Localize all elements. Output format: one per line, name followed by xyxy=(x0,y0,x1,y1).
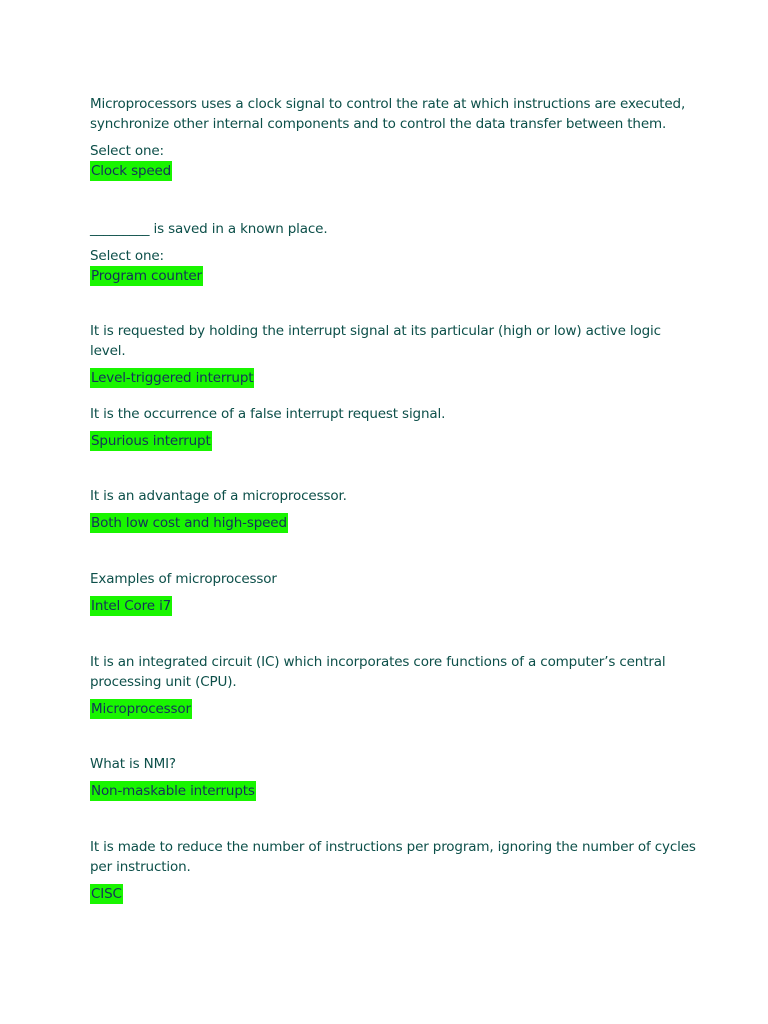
select-one-label: Select one: xyxy=(90,143,164,159)
highlighted-answer: Level-triggered interrupt xyxy=(91,370,254,386)
highlighted-answer: CISC xyxy=(91,886,122,902)
question-text: What is NMI? xyxy=(90,756,176,772)
highlighted-answer: Intel Core i7 xyxy=(91,598,172,614)
highlighted-answer: Microprocessor xyxy=(91,701,191,717)
question-block xyxy=(90,404,700,451)
question-block xyxy=(90,321,700,388)
question-text: It is requested by holding the interrupt signal at its particular (high or low) active logic level. xyxy=(90,323,661,359)
question-block xyxy=(90,219,700,286)
question-block xyxy=(90,754,700,801)
highlighted-answer: Spurious interrupt xyxy=(91,433,211,449)
highlighted-answer: Clock speed xyxy=(91,163,172,179)
question-block xyxy=(90,486,700,533)
highlighted-answer: Non-maskable interrupts xyxy=(91,783,255,799)
question-text: It is an integrated circuit (IC) which incorporates core functions of a computer’s central processing unit (CPU). xyxy=(90,654,666,690)
select-one-label: Select one: xyxy=(90,248,164,264)
question-text: It is an advantage of a microprocessor. xyxy=(90,488,347,504)
question-text: Microprocessors uses a clock signal to control the rate at which instructions are executed, synchronize other internal components and to control the data transfer between them. xyxy=(90,96,686,132)
question-block xyxy=(90,652,700,719)
question-text: It is the occurrence of a false interrupt request signal. xyxy=(90,406,446,422)
question-text: _________ is saved in a known place. xyxy=(90,221,328,237)
highlighted-answer: Both low cost and high-speed xyxy=(91,515,287,531)
question-block xyxy=(90,94,700,181)
question-text: It is made to reduce the number of instructions per program, ignoring the number of cycles per instruction. xyxy=(90,839,696,875)
question-block xyxy=(90,569,700,616)
question-block xyxy=(90,837,700,904)
question-text: Examples of microprocessor xyxy=(90,571,277,587)
highlighted-answer: Program counter xyxy=(91,268,202,284)
